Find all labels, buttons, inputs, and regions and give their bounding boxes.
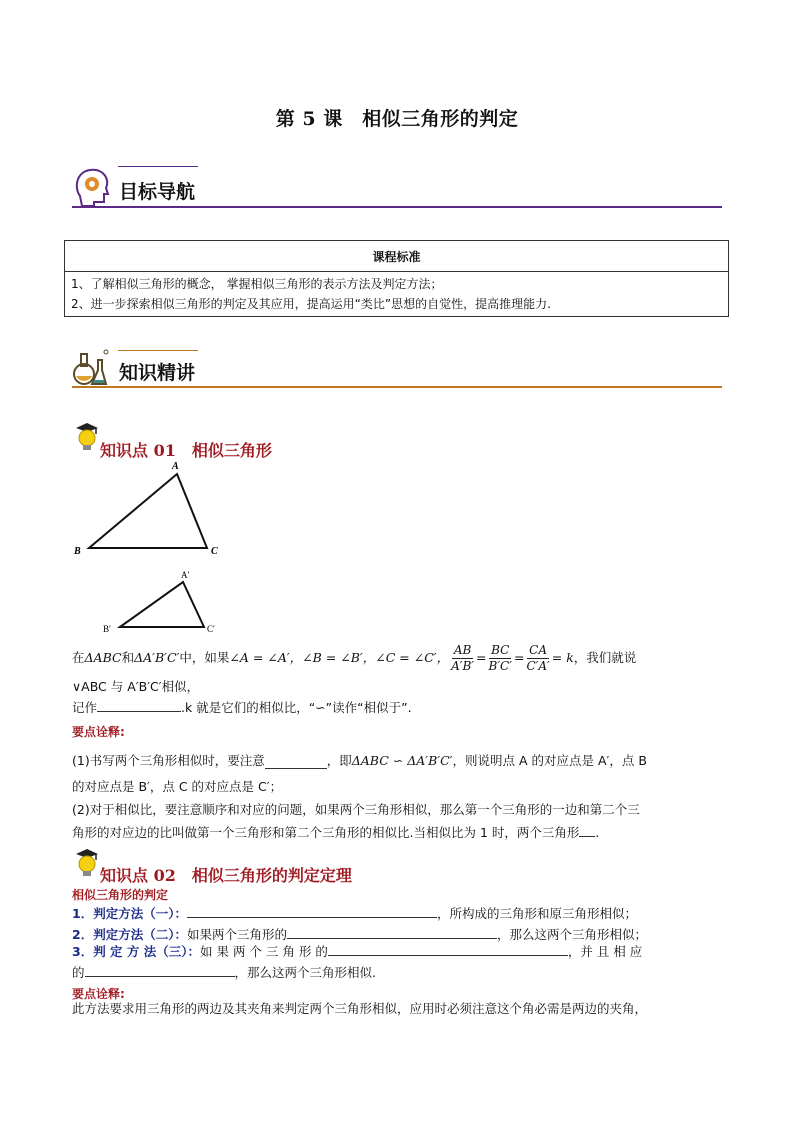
ratio-ab: $\frac{AB}{A'B'}$: [451, 642, 475, 673]
note-2-line2: 角形的对应边的比叫做第一个三角形和第二个三角形的相似比.当相似比为 1 时，两个三角形 .: [72, 822, 599, 844]
curriculum-header: 课程标准: [65, 241, 729, 272]
vertex-b-prime: B′: [103, 624, 111, 634]
vertex-a-prime: A′: [181, 570, 190, 580]
vertex-c: C: [211, 546, 218, 557]
brain-head-icon: [72, 166, 116, 208]
blank-method3b[interactable]: [85, 962, 235, 977]
blank-method1[interactable]: [187, 903, 437, 918]
section-header-knowledge: [72, 346, 722, 386]
kp1-note-label: 要点诠释:: [72, 725, 125, 739]
lightbulb-graduate-icon: [72, 420, 102, 454]
vertex-a: A: [172, 461, 179, 472]
curriculum-item-2: 2、进一步探索相似三角形的判定及其应用，提高运用“类比”思想的自觉性，提高推理能力.: [71, 297, 551, 311]
record-line: 记作 .k 就是它们的相似比，“∽”读作“相似于”.: [72, 697, 412, 719]
vertex-b: B: [74, 546, 81, 557]
section-title-goals: 目标导航: [119, 181, 196, 203]
note-1-line2: 的对应点是 B′，点 C 的对应点是 C′；: [72, 779, 283, 794]
method-2: 2．判定方法（二）：如果两个三角形的 ，那么这两个三角形相似；: [72, 924, 647, 946]
method-3: 3．判 定 方 法（三）：如 果 两 个 三 角 形 的 ，并 且 相 应: [72, 941, 642, 963]
flask-icon: [72, 346, 112, 388]
blank-record[interactable]: [97, 697, 181, 712]
kp2-subhead: 相似三角形的判定: [72, 888, 169, 902]
curriculum-table: [64, 240, 729, 317]
triangle-abc-prime-figure: [100, 568, 230, 640]
blank-note1[interactable]: [265, 754, 327, 769]
section-title-knowledge: 知识精讲: [119, 362, 196, 384]
blank-method2[interactable]: [287, 924, 497, 939]
kp2-title: 知识点 02 相似三角形的判定定理: [100, 866, 352, 885]
curriculum-item-1: 1、了解相似三角形的概念， 掌握相似三角形的表示方法及判定方法；: [71, 277, 443, 291]
blank-method3[interactable]: [328, 941, 568, 956]
triangle-abc-figure: [70, 458, 230, 562]
similar-definition-line2: ∨ABC 与 A′B′C′相似，: [72, 679, 200, 694]
method-1: 1．判定方法（一）： ，所构成的三角形和原三角形相似；: [72, 903, 637, 925]
page-title: 第 5 课 相似三角形的判定: [275, 108, 519, 130]
note-2-line1: (2)对于相似比，要注意顺序和对应的问题，如果两个三角形相似，那么第一个三角形的一边和第二个三: [72, 802, 640, 817]
vertex-c-prime: C′: [207, 624, 215, 634]
kp1-title: 知识点 01 相似三角形: [100, 441, 272, 460]
section-header-goals: [72, 166, 722, 206]
note-1: (1)书写两个三角形相似时，要注意 ，即 ΔABC ∽ ΔA′B′C′ ，则说明点 A 的对应点是 A′，点 B: [72, 753, 647, 768]
kp2-note-label: 要点诠释:: [72, 987, 125, 1001]
method-3-line2: 的 ，那么这两个三角形相似.: [72, 962, 376, 984]
lightbulb-graduate-icon-2: [72, 846, 102, 880]
ratio-ca: $\frac{CA}{C'A'}$: [526, 642, 550, 673]
ratio-bc: $\frac{BC}{B'C'}$: [488, 642, 512, 673]
similar-definition: 在 ΔABC 和 ΔA′B′C′ 中，如果 ∠A = ∠A′，∠B = ∠B′，∠C = ∠C′， $\frac{AB}{A'B'}$ = $\frac{BC}{B'C'}$ = $\frac{CA}{C'A'}$ = k ，我们就说: [72, 642, 637, 673]
kp2-note-text: 此方法要求用三角形的两边及其夹角来判定两个三角形相似，应用时必须注意这个角必需是两边的夹角，: [72, 1001, 648, 1016]
blank-note2[interactable]: [579, 822, 595, 837]
